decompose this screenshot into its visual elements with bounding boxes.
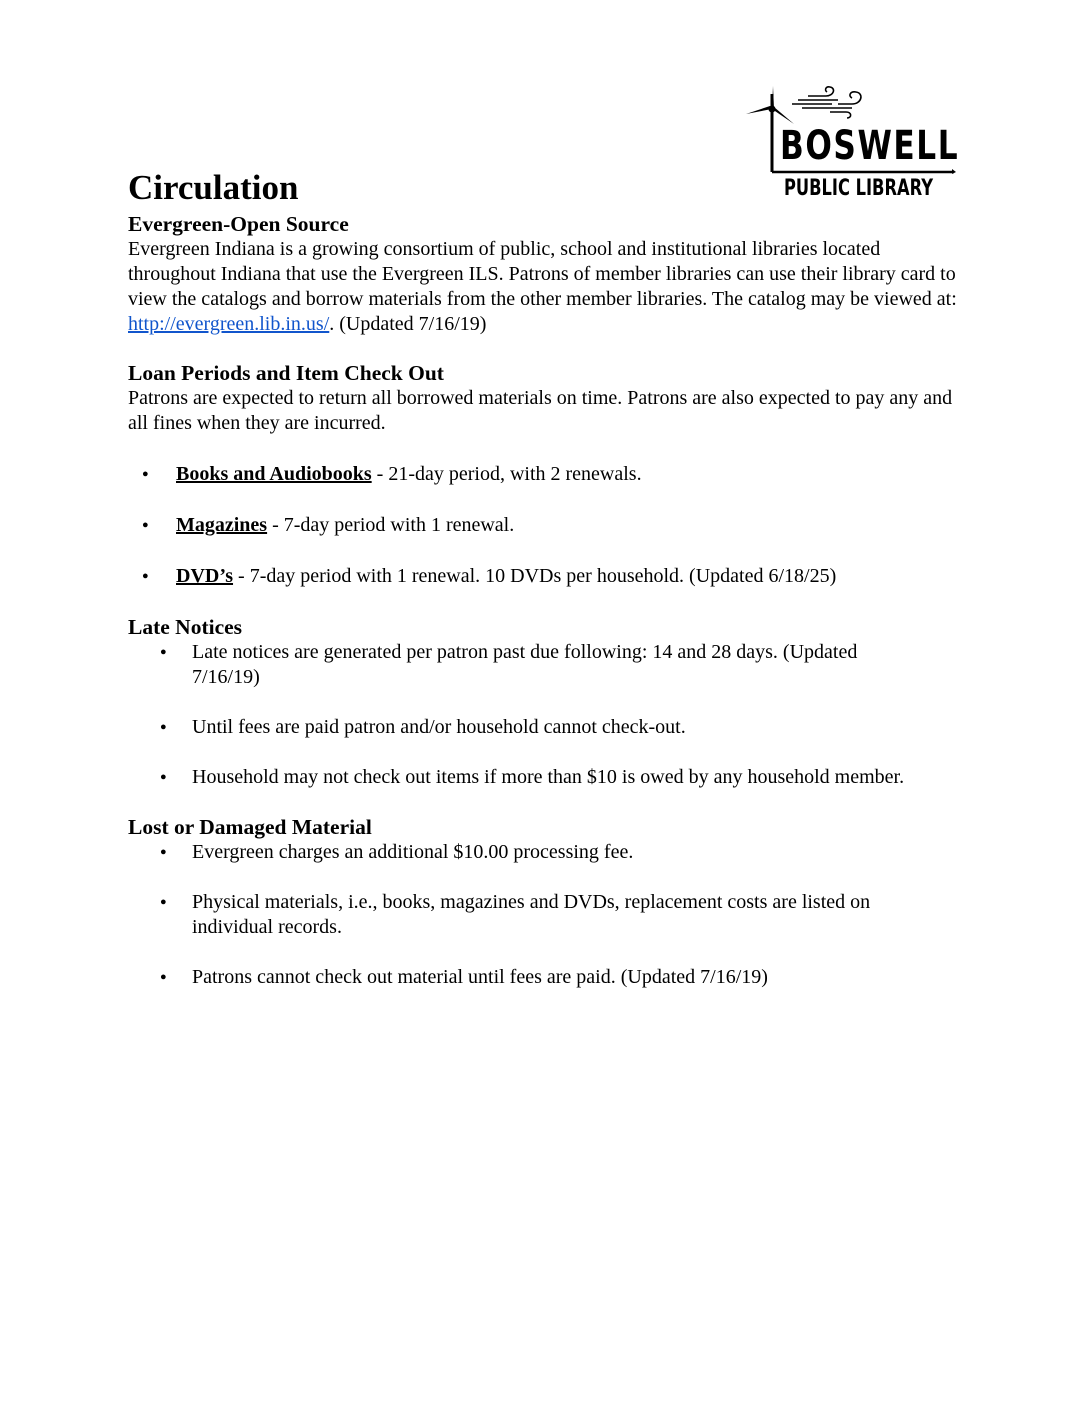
loan-intro: Patrons are expected to return all borrowed materials on time. Patrons are also expected to pay any and all fines when they are incurred. [128,387,953,434]
list-item: ● Household may not check out items if more than $10 is owed by any household member. [128,765,968,790]
section-loan-periods [128,361,968,589]
loan-term: Books and Audiobooks [176,463,372,485]
list-item [128,513,968,538]
list-item [128,462,968,487]
boswell-library-logo [742,84,962,206]
catalog-link[interactable]: http://evergreen.lib.in.us/ [128,313,330,335]
list-item: ● Evergreen charges an additional $10.00 processing fee. [128,840,968,865]
list-item: ● Late notices are generated per patron past due following: 14 and 28 days. (Updated 7/16/19) [128,640,968,690]
evergreen-paragraph [128,237,968,337]
document-body [128,212,968,1015]
paragraph-text: Evergreen Indiana is a growing consortium of public, school and institutional libraries located throughout Indiana that use the Evergreen ILS. Patrons of member libraries can use their library card to view the catalogs and borrow materials from the other member libraries. The catalog may be viewed at: [128,238,957,310]
paragraph-text-end: . (Updated 7/16/19) [329,313,487,335]
loan-detail: - 21-day period, with 2 renewals. [371,463,642,485]
logo-name: BOSWELL [780,123,960,169]
section-heading: Late Notices [128,615,243,639]
section-late-notices [128,615,968,790]
late-notices-list [128,640,968,790]
logo-subtitle: PUBLIC LIBRARY [784,176,934,201]
list-item [128,564,968,589]
loan-term: Magazines [176,514,268,536]
page-title: Circulation [128,168,299,207]
loan-term: DVD’s [176,565,234,587]
list-item: ● Until fees are paid patron and/or household cannot check-out. [128,715,968,740]
section-heading: Lost or Damaged Material [128,815,372,839]
loan-list [128,462,968,589]
list-item: ● Patrons cannot check out material until fees are paid. (Updated 7/16/19) [128,965,968,990]
section-heading: Evergreen-Open Source [128,212,349,236]
section-lost-damaged [128,815,968,990]
section-heading: Loan Periods and Item Check Out [128,361,444,385]
section-evergreen [128,212,968,337]
list-item: ● Physical materials, i.e., books, magazines and DVDs, replacement costs are listed on individual records. [128,890,968,940]
loan-detail: - 7-day period with 1 renewal. [267,514,515,536]
loan-detail: - 7-day period with 1 renewal. 10 DVDs per household. (Updated 6/18/25) [233,565,837,587]
lost-damaged-list [128,840,968,990]
